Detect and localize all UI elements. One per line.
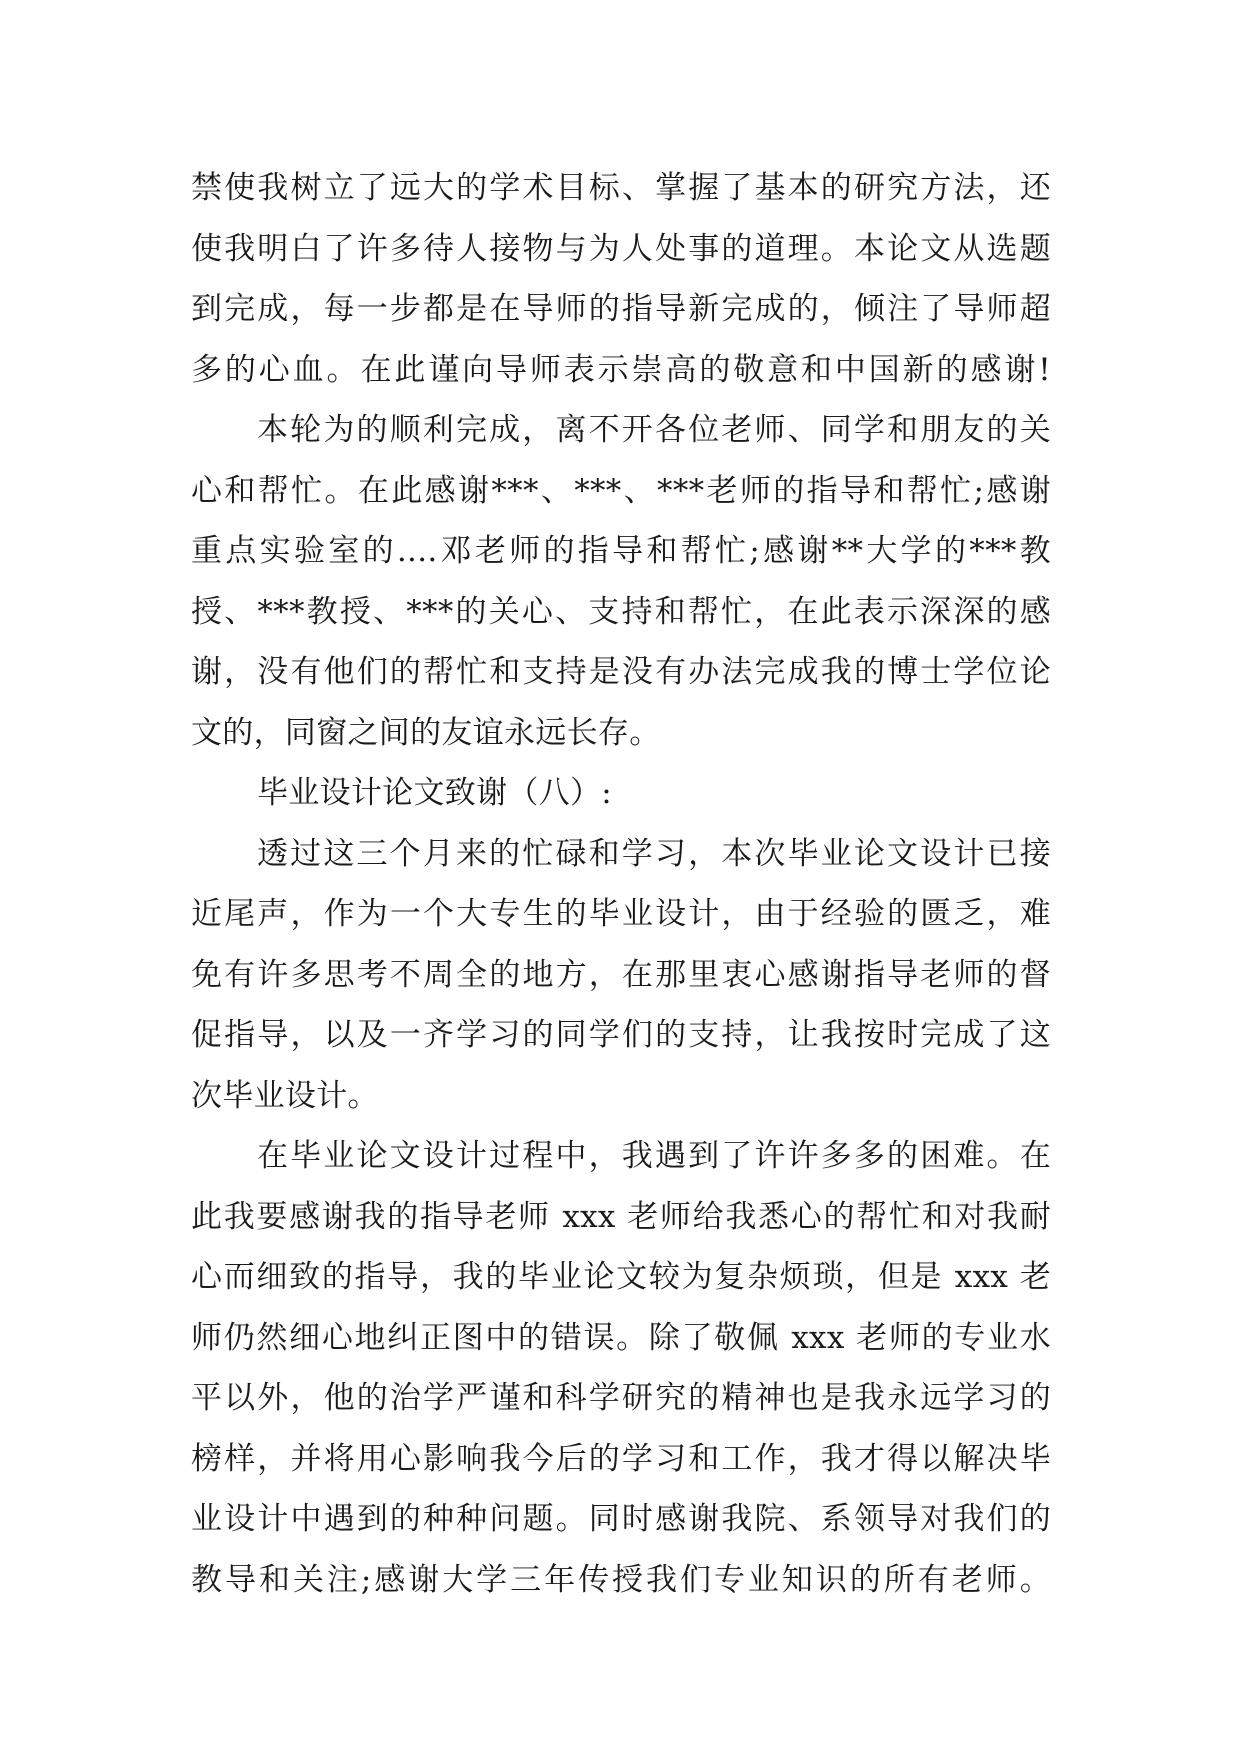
text-line: 此我要感谢我的指导老师 xxx 老师给我悉心的帮忙和对我耐	[191, 1198, 1051, 1235]
text-line: 授、***教授、***的关心、支持和帮忙，在此表示深深的感	[191, 593, 1051, 630]
text-line: 到完成，每一步都是在导师的指导新完成的，倾注了导师超	[191, 291, 1051, 327]
text-line: 心和帮忙。在此感谢***、***、***老师的指导和帮忙;感谢	[191, 472, 1051, 509]
document-body	[191, 158, 1051, 1610]
text-line: 禁使我树立了远大的学术目标、掌握了基本的研究方法，还	[191, 170, 1051, 206]
text-line: 平以外，他的治学严谨和科学研究的精神也是我永远学习的	[191, 1380, 1051, 1416]
text-line: 谢，没有他们的帮忙和支持是没有办法完成我的博士学位论	[191, 654, 1051, 690]
section-heading: 毕业设计论文致谢（八）:	[257, 775, 613, 811]
text-line: 次毕业设计。	[191, 1077, 379, 1114]
text-line: 文的，同窗之间的友谊永远长存。	[191, 714, 661, 751]
text-line: 重点实验室的....邓老师的指导和帮忙;感谢**大学的***教	[191, 533, 1051, 569]
text-line: 多的心血。在此谨向导师表示崇高的敬意和中国新的感谢!	[191, 351, 1051, 388]
text-line: 心而细致的指导，我的毕业论文较为复杂烦琐，但是 xxx 老	[191, 1259, 1051, 1295]
text-line: 使我明白了许多待人接物与为人处事的道理。本论文从选题	[191, 230, 1051, 267]
text-line: 在毕业论文设计过程中，我遇到了许许多多的困难。在	[257, 1138, 1051, 1174]
text-line: 师仍然细心地纠正图中的错误。除了敬佩 xxx 老师的专业水	[191, 1319, 1051, 1356]
text-line: 本轮为的顺利完成，离不开各位老师、同学和朋友的关	[257, 412, 1051, 448]
text-line: 免有许多思考不周全的地方，在那里衷心感谢指导老师的督	[191, 956, 1051, 993]
text-line: 教导和关注;感谢大学三年传授我们专业知识的所有老师。	[191, 1561, 1051, 1598]
text-line: 近尾声，作为一个大专生的毕业设计，由于经验的匮乏，难	[191, 896, 1051, 932]
text-line: 榜样，并将用心影响我今后的学习和工作，我才得以解决毕	[191, 1440, 1051, 1477]
text-line: 促指导，以及一齐学习的同学们的支持，让我按时完成了这	[191, 1017, 1051, 1053]
text-line: 业设计中遇到的种种问题。同时感谢我院、系领导对我们的	[191, 1501, 1051, 1537]
text-line: 透过这三个月来的忙碌和学习，本次毕业论文设计已接	[257, 835, 1051, 872]
